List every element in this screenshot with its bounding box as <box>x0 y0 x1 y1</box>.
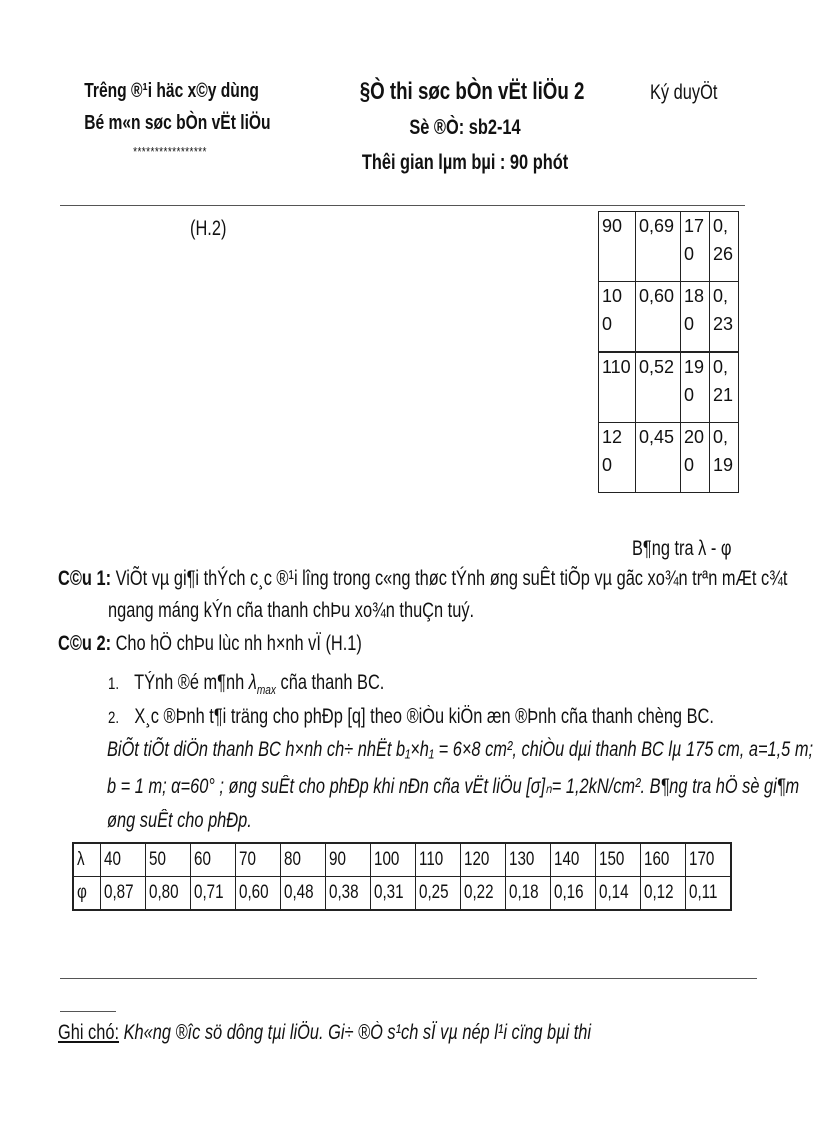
table-cell: 180 <box>684 286 705 334</box>
table-cell: 170 <box>689 849 715 870</box>
table-cell: 150 <box>599 849 625 870</box>
item-2-text: X¸c ®Þnh t¶i träng cho phÐp [q] theo ®iÒu kiÖn æn ®Þnh cña thanh chèng BC. <box>134 705 714 728</box>
table-cell: 100 <box>602 286 623 334</box>
lambda-subscript: max <box>256 682 276 698</box>
table-cell: 140 <box>554 849 580 870</box>
table-cell: 50 <box>149 849 166 870</box>
lambda-row <box>73 843 731 877</box>
department-name: Bé m«n søc bÒn vËt liÖu <box>84 112 271 134</box>
table-cell: 110 <box>602 357 631 377</box>
caption-symbol: λ - φ <box>698 537 732 560</box>
table-row <box>599 282 739 353</box>
exam-code: Sè ®Ò: sb2-14 <box>409 116 521 139</box>
given-data-line-1: BiÕt tiÕt diÖn thanh BC h×nh ch÷ nhËt b₁×h₁ = 6×8 cm², chiÒu dµi thanh BC lµ 175 cm, a=1,5 m; <box>107 738 814 761</box>
exam-title: §Ò thi søc bÒn vËt liÖu 2 <box>359 78 585 105</box>
table-cell: 0,87 <box>104 882 134 903</box>
footer-note <box>58 1021 591 1045</box>
table-cell: 120 <box>464 849 490 870</box>
table-cell: 0,69 <box>639 216 675 236</box>
table-cell: 0,31 <box>374 882 404 903</box>
question-2-label: C©u 2: <box>58 632 112 655</box>
table-cell: 70 <box>239 849 256 870</box>
table-cell: 0,45 <box>639 427 675 447</box>
question-2-text: Cho hÖ chÞu lùc nh h×nh vÏ (H.1) <box>115 632 362 655</box>
question-2-item-1 <box>108 671 384 697</box>
item-1-suffix: cña thanh BC. <box>280 671 385 694</box>
table-cell: 190 <box>684 357 705 405</box>
question-1-label: C©u 1: <box>58 567 112 590</box>
footnote-rule <box>60 1011 116 1012</box>
lambda-phi-lookup-table <box>598 211 739 493</box>
footer-note-label: Ghi chó: <box>58 1021 120 1044</box>
caption-prefix: B¶ng tra <box>632 537 694 560</box>
lambda-symbol: λ <box>248 671 257 694</box>
question-1-text-cont: ngang máng kÝn cña thanh chÞu xo¾n thuÇn tuý. <box>108 599 475 622</box>
table-cell: 60 <box>194 849 211 870</box>
table-cell: 0,19 <box>713 427 734 475</box>
table-cell: 90 <box>602 216 623 236</box>
table-row <box>599 352 739 423</box>
table-cell: 0,16 <box>554 882 584 903</box>
table-cell: 80 <box>284 849 301 870</box>
table-cell: 0,12 <box>644 882 674 903</box>
table-cell: 0,52 <box>639 357 675 377</box>
table-row <box>599 423 739 493</box>
item-number: 1. <box>108 674 120 693</box>
phi-reduction-table <box>72 842 732 911</box>
given-data-line-3: øng suÊt cho phÐp. <box>107 809 252 832</box>
table-cell: 0,23 <box>713 286 734 334</box>
table-cell: 0,14 <box>599 882 629 903</box>
header-divider <box>60 205 745 206</box>
question-2 <box>58 632 362 656</box>
phi-row <box>73 877 731 911</box>
table-cell: 0,48 <box>284 882 314 903</box>
item-1-prefix: TÝnh ®é m¶nh <box>134 671 245 694</box>
exam-time: Thêi gian lµm bµi : 90 phót <box>361 151 569 174</box>
lookup-table-caption <box>632 537 732 561</box>
table-cell: 0,26 <box>713 216 734 264</box>
table-cell: 90 <box>329 849 346 870</box>
table-cell: 170 <box>684 216 705 264</box>
table-cell: 110 <box>419 849 444 870</box>
table-cell: 0,60 <box>639 286 675 306</box>
table-cell: 40 <box>104 849 121 870</box>
table-row <box>599 212 739 282</box>
question-1 <box>58 567 787 591</box>
footer-divider <box>60 978 757 979</box>
table-cell: 0,38 <box>329 882 359 903</box>
question-2-item-2 <box>108 705 714 729</box>
table-cell: 130 <box>509 849 535 870</box>
table-cell: 0,21 <box>713 357 734 405</box>
table-cell: 120 <box>602 427 623 475</box>
table-cell: 0,18 <box>509 882 539 903</box>
footer-note-text: Kh«ng ®îc sö dông tµi liÖu. Gi÷ ®Ò s¹ch sÏ vµ nép l¹i cïng bµi thi <box>123 1021 592 1044</box>
table-cell: 160 <box>644 849 670 870</box>
question-1-text: ViÕt vµ gi¶i thÝch c¸c ®¹i lîng trong c«ng thøc tÝnh øng suÊt tiÕp vµ gãc xo¾n trªn mÆt c¾t <box>115 567 788 590</box>
table-cell: 200 <box>684 427 705 475</box>
phi-header: φ <box>77 882 87 903</box>
table-cell: 0,71 <box>194 882 224 903</box>
item-number: 2. <box>108 708 120 727</box>
table-cell: 0,22 <box>464 882 494 903</box>
table-cell: 0,11 <box>689 882 718 903</box>
approval-label: Ký duyÖt <box>650 81 718 104</box>
table-cell: 100 <box>374 849 400 870</box>
header-stars: ***************** <box>133 144 207 159</box>
given-data-line-2: b = 1 m; α=60° ; øng suÊt cho phÐp khi nÐn cña vËt liÖu [σ]ₙ= 1,2kN/cm². B¶ng tra hÖ sè gi¶m <box>107 775 800 798</box>
figure-label: (H.2) <box>190 217 227 240</box>
table-cell: 0,25 <box>419 882 449 903</box>
lambda-header: λ <box>77 849 85 870</box>
table-cell: 0,80 <box>149 882 179 903</box>
table-cell: 0,60 <box>239 882 269 903</box>
school-name: Trêng ®¹i häc x©y dùng <box>84 80 259 102</box>
